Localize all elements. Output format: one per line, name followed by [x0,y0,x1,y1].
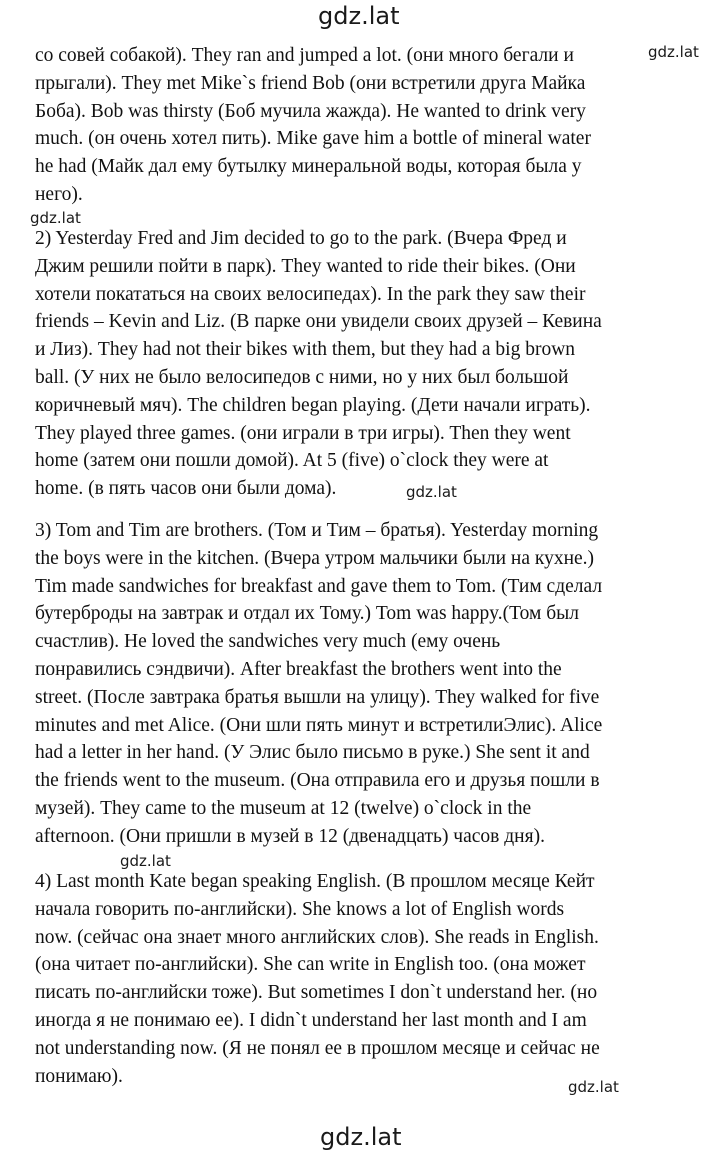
text-line: friends – Kevin and Liz. (В парке они увидели своих друзей – Кевина [35,311,602,333]
text-line: now. (сейчас она знает много английских слов). She reads in English. [35,926,599,948]
text-line: he had (Майк дал ему бутылку минеральной воды, которая была у [35,156,582,178]
text-line: 4) Last month Kate began speaking English. (В прошлом месяце Кейт [35,871,595,892]
watermark: gdz.lat [406,483,457,501]
text-line: Джим решили пойти в парк). They wanted to ride their bikes. (Они [35,255,576,277]
text-line: коричневый мяч). The children began playing. (Дети начали играть). [35,394,591,416]
text-line: бутерброды на завтрак и отдал их Тому.) Tom was happy.(Том был [35,603,579,625]
text-line: счастлив). He loved the sandwiches very much (ему очень [35,631,501,653]
text-line: street. (После завтрака братья вышли на улицу). They walked for five [35,686,600,708]
text-line: home. (в пять часов они были дома). [35,478,337,500]
text-line: Tim made sandwiches for breakfast and gave them to Tom. (Тим сделал [35,575,603,597]
watermark: gdz.lat [30,209,81,227]
text-line: much. (он очень хотел пить). Mike gave him a bottle of mineral water [35,128,591,150]
text-line: ball. (У них не было велосипедов с ними, но у них был большой [35,366,569,388]
paragraph-3 [35,517,675,851]
text-line: (она читает по-английски). She can write in English too. (она может [35,954,586,976]
watermark: gdz.lat [120,852,171,870]
text-line: home (затем они пошли домой). At 5 (five) o`clock they were at [35,450,549,472]
text-line: со совей собакой). They ran and jumped a lot. (они много бегали и [35,45,574,66]
text-line: прыгали). They met Mike`s friend Bob (они встретили друга Майка [35,72,586,94]
paragraph-2 [35,225,675,503]
text-line: the boys were in the kitchen. (Вчера утром мальчики были на кухне.) [35,547,595,569]
text-line: 2) Yesterday Fred and Jim decided to go to the park. (Вчера Фред и [35,228,567,249]
text-line: minutes and met Alice. (Они шли пять минут и встретилиЭлис). Alice [35,714,603,736]
watermark: gdz.lat [648,43,699,61]
text-line: понравились сэндвичи). After breakfast the brothers went into the [35,658,562,680]
watermark-bottom: gdz.lat [320,1123,402,1151]
text-line: начала говорить по-английски). She knows a lot of English words [35,898,565,920]
watermark: gdz.lat [568,1078,619,1096]
text-line: Боба). Bob was thirsty (Боб мучила жажда). He wanted to drink very [35,100,586,122]
text-line: хотели покататься на своих велосипедах). In the park they saw their [35,283,586,305]
text-line: писать по-английски тоже). But sometimes I don`t understand her. (но [35,982,598,1004]
text-line: и Лиз). They had not their bikes with them, but they had a big brown [35,339,576,361]
paragraph-4 [35,868,675,1090]
text-line: понимаю). [35,1065,123,1087]
text-line: 3) Tom and Tim are brothers. (Том и Тим – братья). Yesterday morning [35,520,599,541]
text-line: него). [35,183,83,205]
text-line: They played three games. (они играли в три игры). Then they went [35,422,571,444]
watermark-top: gdz.lat [318,2,400,30]
text-line: had a letter in her hand. (У Элис было письмо в руке.) She sent it and [35,742,590,764]
text-line: музей). They came to the museum at 12 (twelve) o`clock in the [35,797,532,819]
text-line: not understanding now. (Я не понял ее в прошлом месяце и сейчас не [35,1037,600,1059]
text-line: afternoon. (Они пришли в музей в 12 (двенадцать) часов дня). [35,825,545,847]
text-line: the friends went to the museum. (Она отправила его и друзья пошли в [35,770,600,792]
text-line: иногда я не понимаю ее). I didn`t understand her last month and I am [35,1009,587,1031]
paragraph-1-continuation [35,42,675,209]
